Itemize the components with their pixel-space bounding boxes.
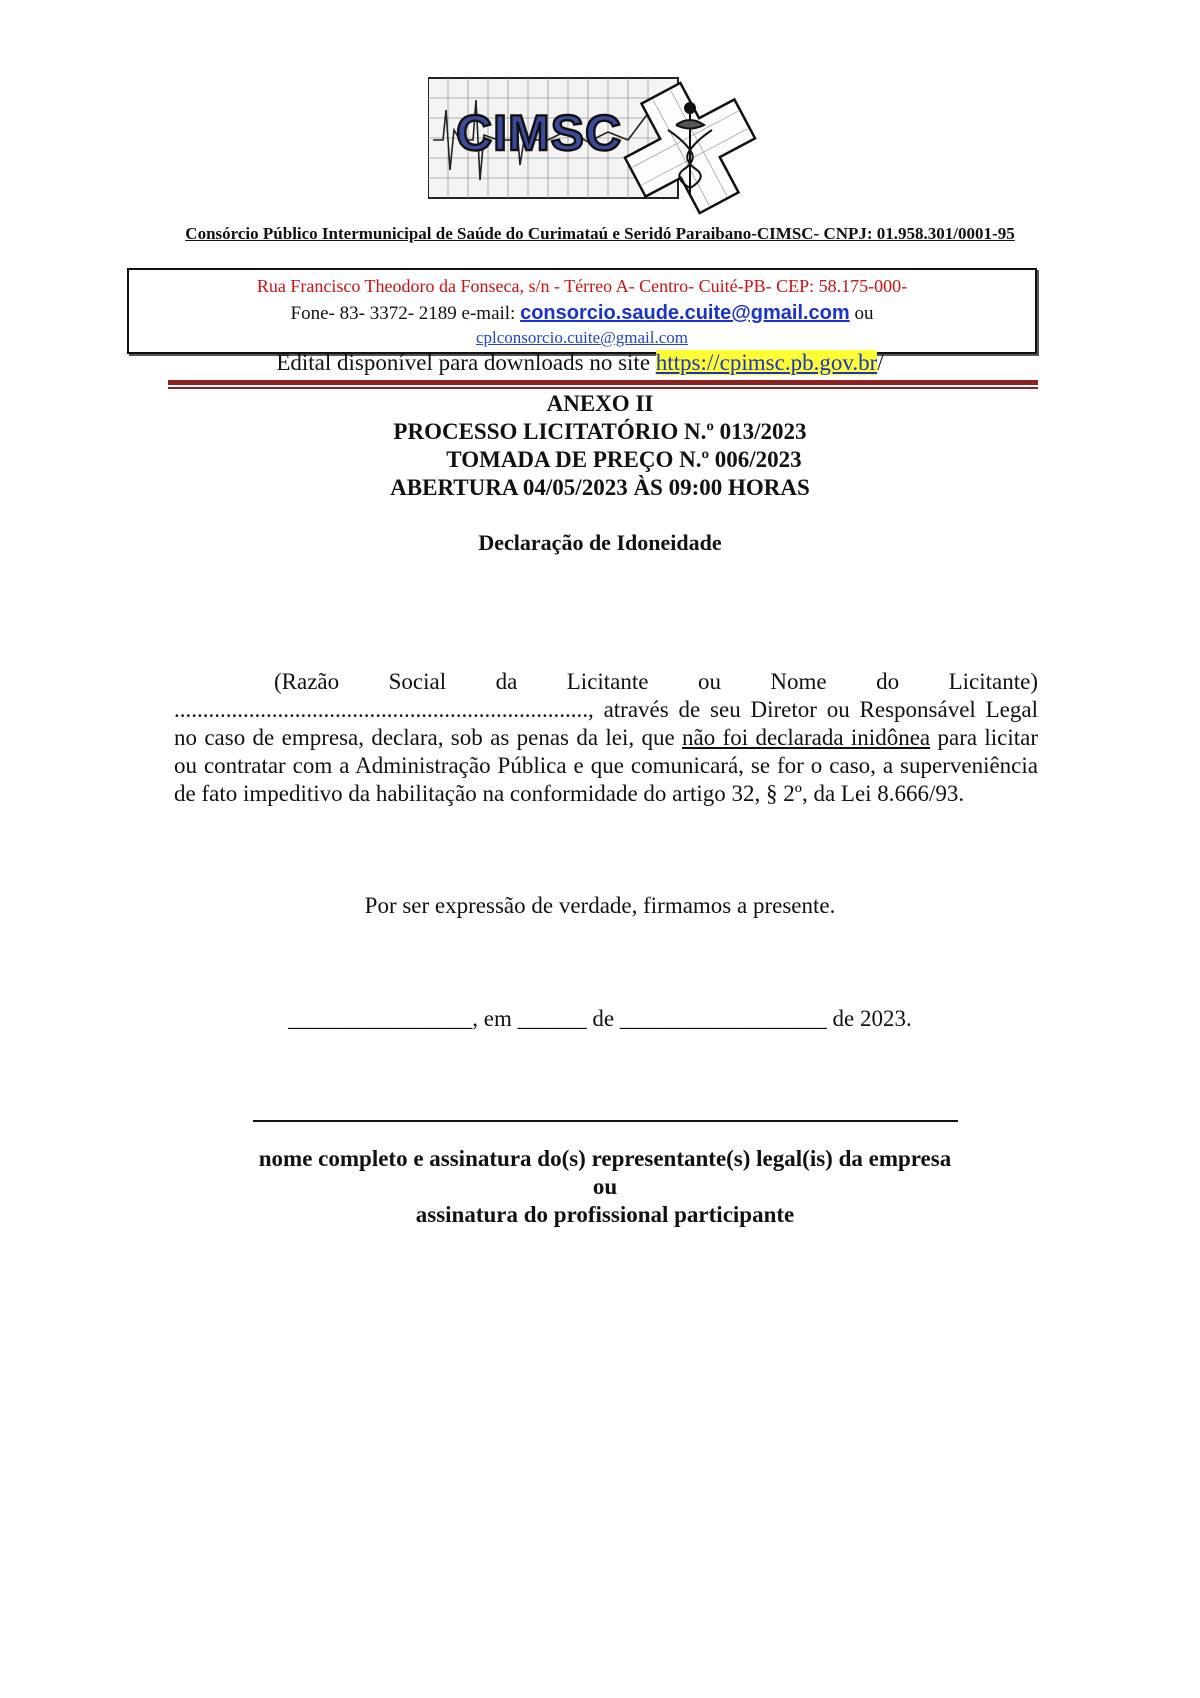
organization-name: Consórcio Público Intermunicipal de Saúde do Curimataú e Seridó Paraibano-CIMSC- CNPJ: 01.958.301/0001-95 bbox=[185, 224, 1015, 243]
address-box bbox=[127, 268, 1037, 354]
address-line: Rua Francisco Theodoro da Fonseca, s/n - Térreo A- Centro- Cuité-PB- CEP: 58.175-000- bbox=[256, 276, 908, 296]
site-suffix: / bbox=[877, 350, 884, 375]
body-text-before: ........................................................................, através de seu Diretor ou Responsável Legal no caso de empresa, declara, sob as penas da lei, que bbox=[174, 697, 1038, 750]
process-number: PROCESSO LICITATÓRIO N.º 013/2023 bbox=[393, 419, 807, 444]
edital-download-line bbox=[127, 350, 1033, 376]
signature-caption-1: nome completo e assinatura do(s) representante(s) legal(is) da empresa bbox=[258, 1146, 952, 1171]
opening-date: ABERTURA 04/05/2023 ÀS 09:00 HORAS bbox=[390, 475, 810, 500]
signature-caption-or: ou bbox=[592, 1174, 618, 1199]
signature-caption-2: assinatura do profissional participante bbox=[415, 1202, 795, 1227]
or-word: ou bbox=[854, 303, 874, 324]
annex-title: ANEXO II bbox=[546, 391, 654, 416]
header-rule-thick bbox=[168, 380, 1038, 385]
closing-sentence: Por ser expressão de verdade, firmamos a presente. bbox=[364, 893, 836, 918]
signature-line bbox=[253, 1120, 958, 1122]
edital-text: Edital disponível para downloads no site bbox=[276, 350, 651, 375]
tomada-number: TOMADA DE PREÇO N.º 006/2023 bbox=[446, 447, 802, 472]
date-line: ________________, em ______ de __________________ de 2023. bbox=[288, 1006, 912, 1031]
email-secondary-link[interactable]: cplconsorcio.cuite@gmail.com bbox=[475, 328, 689, 347]
body-underlined-phrase: não foi declarada inidônea bbox=[682, 725, 931, 750]
header-rule-thin bbox=[168, 387, 1038, 389]
email-primary-link[interactable]: consorcio.saude.cuite@gmail.com bbox=[520, 302, 850, 324]
declaration-title: Declaração de Idoneidade bbox=[478, 530, 722, 555]
logo-text: CIMSC bbox=[456, 105, 623, 161]
site-link[interactable]: https://cpimsc.pb.gov.br bbox=[655, 350, 878, 375]
phone-email-line bbox=[129, 302, 1035, 325]
body-text-after: para licitar ou contratar com a Administração Pública e que comunicará, se for o caso, a superveniência de fato impeditivo da habilitação na conformidade do artigo 32, § 2º, da Lei 8.666/93. bbox=[174, 725, 1039, 806]
phone-text: Fone- 83- 3372- 2189 e-mail: bbox=[290, 303, 516, 324]
body-first-line: (Razão Social da Licitante ou Nome do Licitante) bbox=[274, 669, 1038, 694]
cimsc-logo bbox=[428, 70, 788, 220]
declaration-body bbox=[174, 668, 1038, 808]
email-secondary-line bbox=[129, 328, 1035, 348]
